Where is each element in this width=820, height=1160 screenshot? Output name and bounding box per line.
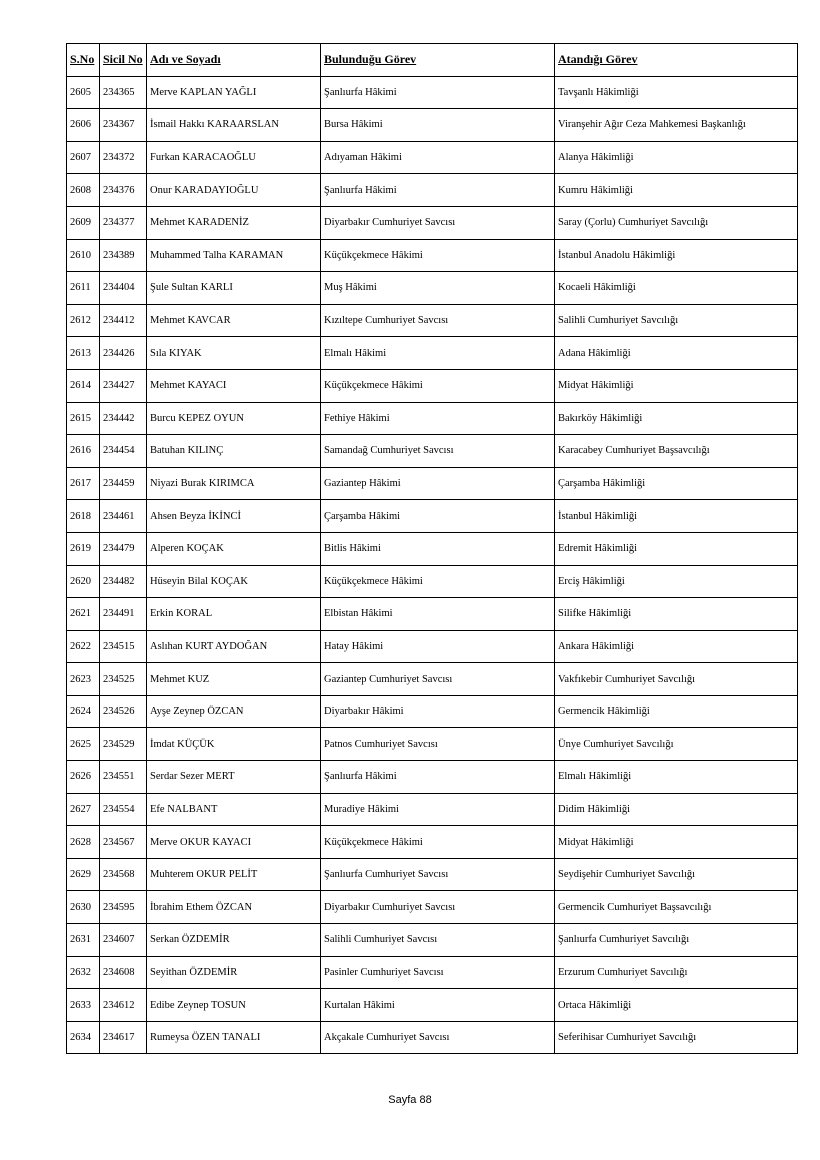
- cell-assigned-position: Silifke Hâkimliği: [555, 598, 798, 631]
- cell-sicil-no: 234525: [100, 663, 147, 696]
- cell-assigned-position: Çarşamba Hâkimliği: [555, 467, 798, 500]
- cell-name: Seyithan ÖZDEMİR: [147, 956, 321, 989]
- cell-name: Serdar Sezer MERT: [147, 761, 321, 794]
- cell-name: Onur KARADAYIOĞLU: [147, 174, 321, 207]
- cell-assigned-position: Ünye Cumhuriyet Savcılığı: [555, 728, 798, 761]
- cell-sicil-no: 234612: [100, 989, 147, 1022]
- cell-current-position: Küçükçekmece Hâkimi: [321, 369, 555, 402]
- table-row: [67, 304, 798, 337]
- cell-name: Serkan ÖZDEMİR: [147, 924, 321, 957]
- cell-name: Burcu KEPEZ OYUN: [147, 402, 321, 435]
- cell-sicil-no: 234461: [100, 500, 147, 533]
- cell-current-position: Patnos Cumhuriyet Savcısı: [321, 728, 555, 761]
- cell-current-position: Şanlıurfa Hâkimi: [321, 174, 555, 207]
- cell-assigned-position: Şanlıurfa Cumhuriyet Savcılığı: [555, 924, 798, 957]
- cell-assigned-position: Elmalı Hâkimliği: [555, 761, 798, 794]
- cell-current-position: Elmalı Hâkimi: [321, 337, 555, 370]
- cell-sicil-no: 234427: [100, 369, 147, 402]
- cell-assigned-position: Seferihisar Cumhuriyet Savcılığı: [555, 1021, 798, 1054]
- cell-name: Edibe Zeynep TOSUN: [147, 989, 321, 1022]
- cell-assigned-position: Salihli Cumhuriyet Savcılığı: [555, 304, 798, 337]
- cell-sno: 2616: [67, 435, 100, 468]
- cell-sno: 2633: [67, 989, 100, 1022]
- cell-current-position: Kızıltepe Cumhuriyet Savcısı: [321, 304, 555, 337]
- cell-name: Hüseyin Bilal KOÇAK: [147, 565, 321, 598]
- table-row: [67, 695, 798, 728]
- cell-sno: 2618: [67, 500, 100, 533]
- cell-current-position: Hatay Hâkimi: [321, 630, 555, 663]
- table-row: [67, 598, 798, 631]
- table-row: [67, 402, 798, 435]
- cell-assigned-position: Tavşanlı Hâkimliği: [555, 76, 798, 109]
- cell-assigned-position: Erciş Hâkimliği: [555, 565, 798, 598]
- cell-sicil-no: 234479: [100, 532, 147, 565]
- cell-sicil-no: 234526: [100, 695, 147, 728]
- table-row: [67, 435, 798, 468]
- cell-current-position: Akçakale Cumhuriyet Savcısı: [321, 1021, 555, 1054]
- cell-assigned-position: Germencik Hâkimliği: [555, 695, 798, 728]
- cell-assigned-position: Bakırköy Hâkimliği: [555, 402, 798, 435]
- cell-name: İmdat KÜÇÜK: [147, 728, 321, 761]
- table-row: [67, 141, 798, 174]
- table-row: [67, 76, 798, 109]
- cell-sno: 2628: [67, 826, 100, 859]
- cell-sicil-no: 234568: [100, 858, 147, 891]
- cell-sno: 2634: [67, 1021, 100, 1054]
- cell-assigned-position: Edremit Hâkimliği: [555, 532, 798, 565]
- cell-sicil-no: 234491: [100, 598, 147, 631]
- table-row: [67, 891, 798, 924]
- assignment-table: [66, 43, 798, 1054]
- cell-sicil-no: 234617: [100, 1021, 147, 1054]
- cell-assigned-position: Kocaeli Hâkimliği: [555, 272, 798, 305]
- cell-assigned-position: Ankara Hâkimliği: [555, 630, 798, 663]
- cell-current-position: Diyarbakır Cumhuriyet Savcısı: [321, 206, 555, 239]
- cell-current-position: Muş Hâkimi: [321, 272, 555, 305]
- cell-sno: 2619: [67, 532, 100, 565]
- table-row: [67, 206, 798, 239]
- cell-current-position: Şanlıurfa Cumhuriyet Savcısı: [321, 858, 555, 891]
- cell-current-position: Pasinler Cumhuriyet Savcısı: [321, 956, 555, 989]
- cell-current-position: Gaziantep Cumhuriyet Savcısı: [321, 663, 555, 696]
- header-assigned-position: Atandığı Görev: [555, 44, 798, 77]
- cell-sno: 2606: [67, 109, 100, 142]
- cell-sicil-no: 234442: [100, 402, 147, 435]
- cell-sno: 2624: [67, 695, 100, 728]
- cell-sno: 2610: [67, 239, 100, 272]
- cell-name: Furkan KARACAOĞLU: [147, 141, 321, 174]
- cell-current-position: Salihli Cumhuriyet Savcısı: [321, 924, 555, 957]
- table-row: [67, 565, 798, 598]
- cell-sno: 2625: [67, 728, 100, 761]
- cell-sno: 2615: [67, 402, 100, 435]
- cell-current-position: Kurtalan Hâkimi: [321, 989, 555, 1022]
- cell-current-position: Diyarbakır Hâkimi: [321, 695, 555, 728]
- cell-sno: 2621: [67, 598, 100, 631]
- cell-name: Ahsen Beyza İKİNCİ: [147, 500, 321, 533]
- cell-name: Mehmet KARADENİZ: [147, 206, 321, 239]
- cell-name: Merve OKUR KAYACI: [147, 826, 321, 859]
- cell-current-position: Elbistan Hâkimi: [321, 598, 555, 631]
- cell-name: Alperen KOÇAK: [147, 532, 321, 565]
- cell-assigned-position: Ortaca Hâkimliği: [555, 989, 798, 1022]
- header-sicil-no: Sicil No: [100, 44, 147, 77]
- header-sno: S.No: [67, 44, 100, 77]
- cell-current-position: Küçükçekmece Hâkimi: [321, 826, 555, 859]
- cell-name: Mehmet KAVCAR: [147, 304, 321, 337]
- cell-sicil-no: 234567: [100, 826, 147, 859]
- table-row: [67, 663, 798, 696]
- cell-sno: 2630: [67, 891, 100, 924]
- cell-current-position: Küçükçekmece Hâkimi: [321, 239, 555, 272]
- cell-sno: 2607: [67, 141, 100, 174]
- cell-sicil-no: 234529: [100, 728, 147, 761]
- table-row: [67, 761, 798, 794]
- cell-name: Sıla KIYAK: [147, 337, 321, 370]
- cell-sicil-no: 234595: [100, 891, 147, 924]
- table-row: [67, 924, 798, 957]
- cell-assigned-position: Germencik Cumhuriyet Başsavcılığı: [555, 891, 798, 924]
- table-row: [67, 1021, 798, 1054]
- page-number: Sayfa 88: [388, 1094, 432, 1106]
- cell-assigned-position: İstanbul Anadolu Hâkimliği: [555, 239, 798, 272]
- table-row: [67, 272, 798, 305]
- cell-assigned-position: Seydişehir Cumhuriyet Savcılığı: [555, 858, 798, 891]
- table-row: [67, 858, 798, 891]
- cell-sicil-no: 234551: [100, 761, 147, 794]
- table-row: [67, 109, 798, 142]
- cell-name: Aslıhan KURT AYDOĞAN: [147, 630, 321, 663]
- cell-current-position: Küçükçekmece Hâkimi: [321, 565, 555, 598]
- table-row: [67, 826, 798, 859]
- cell-sno: 2620: [67, 565, 100, 598]
- cell-assigned-position: Erzurum Cumhuriyet Savcılığı: [555, 956, 798, 989]
- cell-name: Batuhan KILINÇ: [147, 435, 321, 468]
- cell-current-position: Bursa Hâkimi: [321, 109, 555, 142]
- cell-sno: 2631: [67, 924, 100, 957]
- cell-sicil-no: 234365: [100, 76, 147, 109]
- cell-sicil-no: 234482: [100, 565, 147, 598]
- cell-sicil-no: 234608: [100, 956, 147, 989]
- cell-name: Şule Sultan KARLI: [147, 272, 321, 305]
- cell-sno: 2608: [67, 174, 100, 207]
- cell-assigned-position: Adana Hâkimliği: [555, 337, 798, 370]
- cell-sicil-no: 234376: [100, 174, 147, 207]
- cell-current-position: Şanlıurfa Hâkimi: [321, 761, 555, 794]
- table-row: [67, 956, 798, 989]
- table-row: [67, 369, 798, 402]
- cell-current-position: Gaziantep Hâkimi: [321, 467, 555, 500]
- cell-name: Mehmet KAYACI: [147, 369, 321, 402]
- cell-name: İbrahim Ethem ÖZCAN: [147, 891, 321, 924]
- cell-sicil-no: 234372: [100, 141, 147, 174]
- cell-sno: 2622: [67, 630, 100, 663]
- cell-sicil-no: 234515: [100, 630, 147, 663]
- table-row: [67, 532, 798, 565]
- cell-name: Ayşe Zeynep ÖZCAN: [147, 695, 321, 728]
- cell-sno: 2623: [67, 663, 100, 696]
- table-row: [67, 337, 798, 370]
- cell-sicil-no: 234404: [100, 272, 147, 305]
- cell-current-position: Fethiye Hâkimi: [321, 402, 555, 435]
- cell-sicil-no: 234377: [100, 206, 147, 239]
- table-header-row: [67, 44, 798, 77]
- table-row: [67, 989, 798, 1022]
- cell-assigned-position: Vakfıkebir Cumhuriyet Savcılığı: [555, 663, 798, 696]
- cell-current-position: Çarşamba Hâkimi: [321, 500, 555, 533]
- cell-current-position: Diyarbakır Cumhuriyet Savcısı: [321, 891, 555, 924]
- cell-sno: 2612: [67, 304, 100, 337]
- table-row: [67, 630, 798, 663]
- cell-sicil-no: 234554: [100, 793, 147, 826]
- cell-assigned-position: Saray (Çorlu) Cumhuriyet Savcılığı: [555, 206, 798, 239]
- cell-current-position: Samandağ Cumhuriyet Savcısı: [321, 435, 555, 468]
- cell-name: Muhammed Talha KARAMAN: [147, 239, 321, 272]
- cell-sno: 2617: [67, 467, 100, 500]
- cell-sno: 2609: [67, 206, 100, 239]
- cell-assigned-position: Kumru Hâkimliği: [555, 174, 798, 207]
- cell-name: Muhterem OKUR PELİT: [147, 858, 321, 891]
- cell-sno: 2629: [67, 858, 100, 891]
- cell-name: İsmail Hakkı KARAARSLAN: [147, 109, 321, 142]
- cell-assigned-position: İstanbul Hâkimliği: [555, 500, 798, 533]
- table-row: [67, 467, 798, 500]
- header-name: Adı ve Soyadı: [147, 44, 321, 77]
- table-row: [67, 793, 798, 826]
- table-row: [67, 500, 798, 533]
- cell-sicil-no: 234389: [100, 239, 147, 272]
- cell-assigned-position: Alanya Hâkimliği: [555, 141, 798, 174]
- cell-name: Efe NALBANT: [147, 793, 321, 826]
- cell-sno: 2614: [67, 369, 100, 402]
- cell-sicil-no: 234459: [100, 467, 147, 500]
- table-row: [67, 728, 798, 761]
- cell-sicil-no: 234454: [100, 435, 147, 468]
- cell-assigned-position: Didim Hâkimliği: [555, 793, 798, 826]
- cell-current-position: Muradiye Hâkimi: [321, 793, 555, 826]
- cell-name: Merve KAPLAN YAĞLI: [147, 76, 321, 109]
- table-row: [67, 174, 798, 207]
- cell-name: Erkin KORAL: [147, 598, 321, 631]
- cell-name: Mehmet KUZ: [147, 663, 321, 696]
- cell-assigned-position: Karacabey Cumhuriyet Başsavcılığı: [555, 435, 798, 468]
- cell-assigned-position: Midyat Hâkimliği: [555, 826, 798, 859]
- cell-sicil-no: 234367: [100, 109, 147, 142]
- cell-sno: 2611: [67, 272, 100, 305]
- cell-sno: 2613: [67, 337, 100, 370]
- cell-assigned-position: Midyat Hâkimliği: [555, 369, 798, 402]
- cell-sicil-no: 234607: [100, 924, 147, 957]
- cell-name: Niyazi Burak KIRIMCA: [147, 467, 321, 500]
- cell-current-position: Adıyaman Hâkimi: [321, 141, 555, 174]
- cell-sicil-no: 234412: [100, 304, 147, 337]
- cell-sicil-no: 234426: [100, 337, 147, 370]
- cell-current-position: Bitlis Hâkimi: [321, 532, 555, 565]
- cell-current-position: Şanlıurfa Hâkimi: [321, 76, 555, 109]
- table-body: [67, 76, 798, 1054]
- table-row: [67, 239, 798, 272]
- cell-name: Rumeysa ÖZEN TANALI: [147, 1021, 321, 1054]
- cell-assigned-position: Viranşehir Ağır Ceza Mahkemesi Başkanlığı: [555, 109, 798, 142]
- cell-sno: 2626: [67, 761, 100, 794]
- cell-sno: 2632: [67, 956, 100, 989]
- header-current-position: Bulunduğu Görev: [321, 44, 555, 77]
- cell-sno: 2605: [67, 76, 100, 109]
- cell-sno: 2627: [67, 793, 100, 826]
